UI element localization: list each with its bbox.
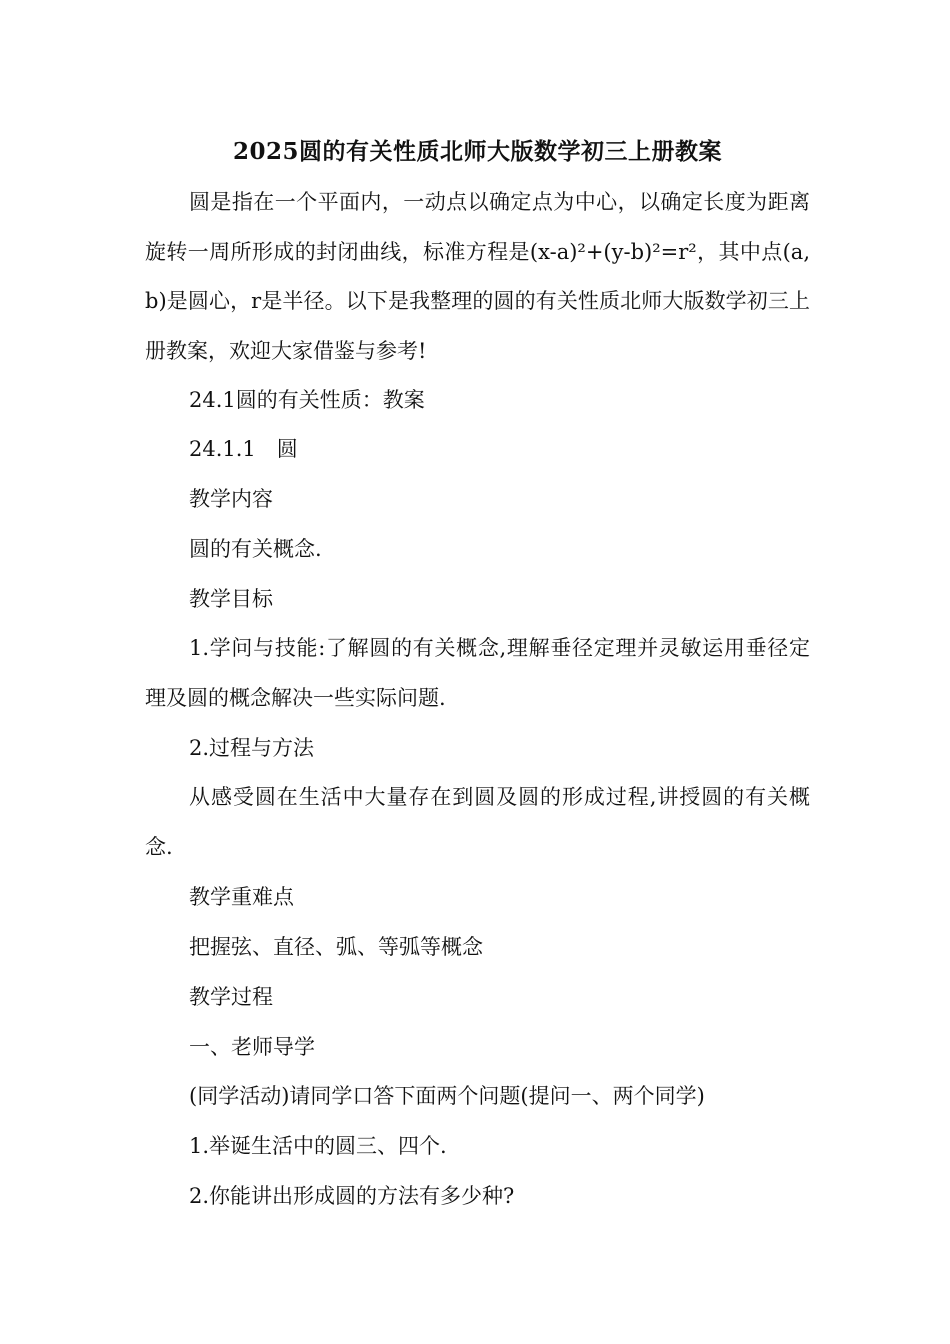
goal-1-paragraph: 1.学问与技能:了解圆的有关概念,理解垂径定理并灵敏运用垂径定理及圆的概念解决一些实际问题.: [145, 636, 810, 710]
key-points-text: 把握弦、直径、弧、等弧等概念: [189, 935, 483, 959]
student-activity-text: (同学活动)请同学口答下面两个问题(提问一、两个同学): [189, 1084, 705, 1108]
question-2: 2.你能讲出形成圆的方法有多少种?: [189, 1184, 515, 1208]
teaching-content-text: 圆的有关概念.: [189, 537, 322, 561]
question-1: 1.举诞生活中的圆三、四个.: [189, 1134, 447, 1158]
intro-paragraph: 圆是指在一个平面内，一动点以确定点为中心，以确定长度为距离旋转一周所形成的封闭曲线，标准方程是(x-a)²+(y-b)²=r²，其中点(a,b)是圆心，r是半径。以下是我整理的圆的有关性质北师大版数学初三上册教案，欢迎大家借鉴与参考!: [145, 190, 810, 363]
heading-teaching-content: 教学内容: [189, 487, 273, 511]
step-1-title: 一、老师导学: [189, 1035, 315, 1059]
document-title: 2025圆的有关性质北师大版数学初三上册教案: [232, 138, 722, 165]
heading-teaching-goals: 教学目标: [189, 587, 273, 611]
subsection-title: 24.1.1 圆: [189, 437, 298, 461]
goal-2-title: 2.过程与方法: [189, 736, 315, 760]
section-title: 24.1圆的有关性质：教案: [189, 388, 425, 412]
heading-teaching-process: 教学过程: [189, 985, 273, 1009]
goal-2-paragraph: 从感受圆在生活中大量存在到圆及圆的形成过程,讲授圆的有关概念.: [145, 785, 810, 859]
heading-key-points: 教学重难点: [189, 885, 294, 909]
